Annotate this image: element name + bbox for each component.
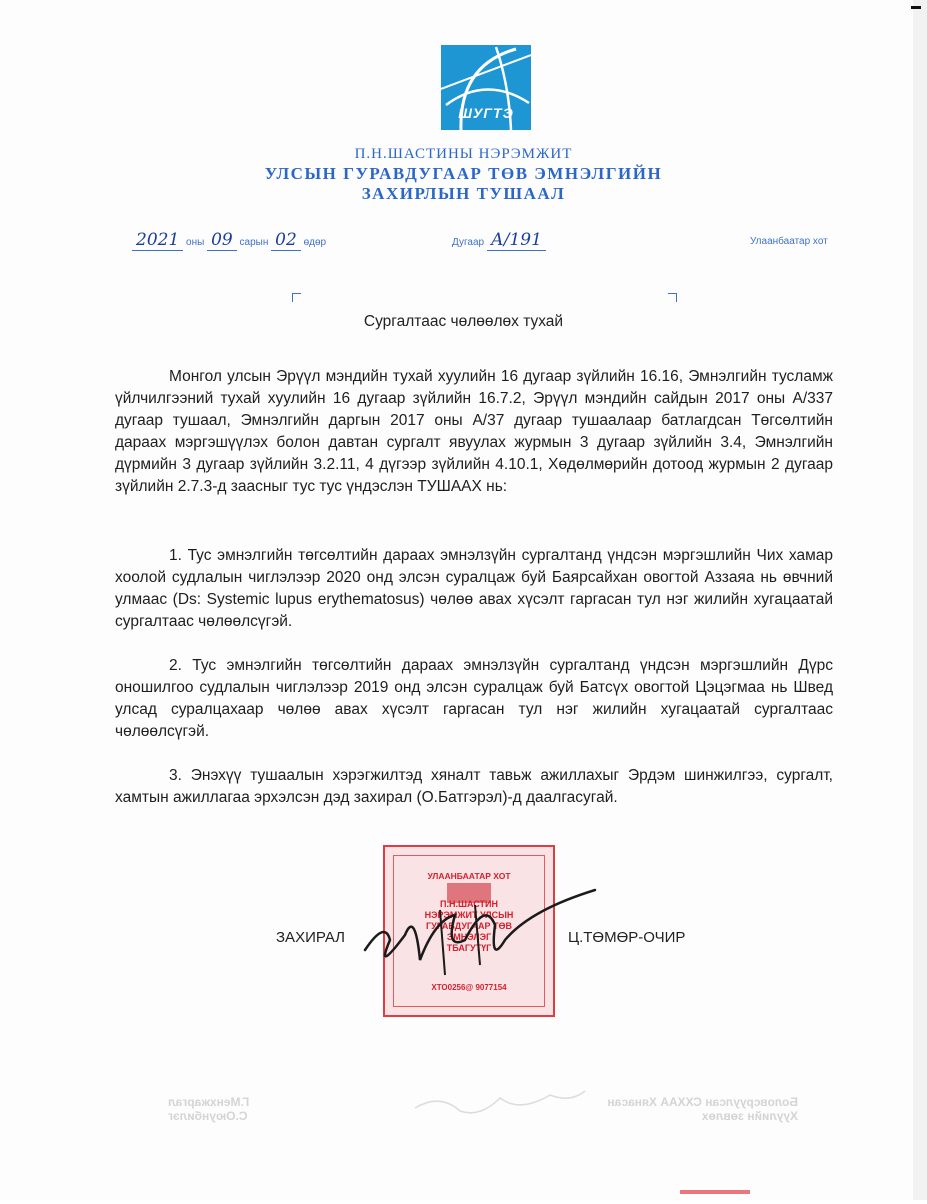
date-month: 09 <box>207 230 237 251</box>
red-stamp-edge <box>680 1190 750 1204</box>
order-number-label: Дугаар <box>452 237 485 248</box>
bleed-through-text-right: Боловсруулсан СХХАА Хянасан Хуулийн зөвлөх <box>607 1095 798 1123</box>
logo-text: ШУГТЭ <box>458 105 514 121</box>
order-number: А/191 <box>487 230 546 251</box>
order-number-line <box>452 230 546 250</box>
date-line <box>132 230 326 250</box>
stamp-bottom-text: ХТО0256@ 9077154 <box>431 983 507 992</box>
stamp-line-5: ТБАГУТҮГ <box>446 943 492 953</box>
date-month-suffix: сарын <box>239 237 269 248</box>
letterhead-line-3: ЗАХИРЛЫН ТУШААЛ <box>361 184 566 203</box>
handwritten-signature-icon <box>345 880 605 990</box>
signatory-name: Ц.ТӨМӨР-ОЧИР <box>568 929 686 946</box>
stamp-line-3: ГУРАВДУГААР ТӨВ <box>426 921 512 931</box>
letterhead-line-1: П.Н.ШАСТИНЫ НЭРЭМЖИТ <box>354 146 573 162</box>
signatory-title: ЗАХИРАЛ <box>276 929 346 946</box>
subject-bracket-right <box>668 293 677 302</box>
bleed-through-text-left: Г.Менхжаргал С.Оюунбилэг <box>168 1095 250 1123</box>
city-label: Улаанбаатар хот <box>750 236 828 247</box>
body-paragraph-2: 2. Тус эмнэлгийн төгсөлтийн дараах эмнэлзүйн сургалтанд үндсэн мэргэшлийн Дүрс оношилгоо судлалын чиглэлээр 2019 онд элсэн суралцаж буй Батсүх овогтой Цэцэгмаа нь Швед улсад суралцахаар чөлөө авах хүсэлт гаргасан тул нэг жилийн хугацаатай сургалтаас чөлөөлсүгэй. <box>115 657 833 740</box>
bleed-through-signature-icon <box>410 1083 590 1123</box>
date-year: 2021 <box>132 230 183 251</box>
body-paragraph-preamble: Монгол улсын Эрүүл мэндийн тухай хуулийн 16 дугаар зүйлийн 16.16, Эмнэлгийн тусламж үйлчилгээний тухай хуулийн 16 дугаар зүйлийн 16.7.2, Эрүүл мэндийн сайдын 2017 оны А/337 дугаар тушаал, Эмнэлгийн даргын 2017 оны А/37 дугаар тушаалаар батлагдсан Төгсөлтийн дараах мэргэшүүлэх болон давтан сургалт явуулах журмын 3 дугаар зүйлийн 3.4, Эмнэлгийн дүрмийн 3 дугаар зүйлийн 3.2.11, 4 дүгээр зүйлийн 4.10.1, Хөдөлмөрийн дотоод журмын 2 дугаар зүйлийн 2.7.3-д заасныг тус тус үндэслэн ТУШААХ нь: <box>115 368 833 495</box>
body-paragraph-1: 1. Тус эмнэлгийн төгсөлтийн дараах эмнэлзүйн сургалтанд үндсэн мэргэшлийн Чих хамар хоолой судлалын чиглэлээр 2020 онд элсэн суралцаж буй Баярсайхан овогтой Аззаяа нь өвчний улмаас (Ds: Systemic lupus erythematosus) чөлөө авах хүсэлт гаргасан тул нэг жилийн хугацаатай сургалтаас чөлөөлсүгэй. <box>115 547 833 630</box>
date-day: 02 <box>271 230 301 251</box>
stamp-line-1: П.Н.ШАСТИН <box>439 899 499 909</box>
document-subject: Сургалтаас чөлөөлөх тухай <box>363 313 564 330</box>
stamp-line-2: НЭРЭМЖИТ УЛСЫН <box>424 910 514 920</box>
scan-corner-mark <box>911 6 921 9</box>
body-paragraph-3: 3. Энэхүү тушаалын хэрэгжилтэд хяналт тавьж ажиллахыг Эрдэм шинжилгээ, сургалт, хамтын ажиллагаа эрхэлсэн дэд захирал (О.Батгэрэл)-д даалгасугай. <box>115 767 833 806</box>
letterhead-line-2: УЛСЫН ГУРАВДУГААР ТӨВ ЭМНЭЛГИЙН <box>264 164 663 183</box>
date-year-suffix: оны <box>186 237 205 248</box>
hospital-logo <box>441 45 531 130</box>
stamp-line-4: ЭМНЭЛЭГ <box>446 932 492 942</box>
stamp-top-text: УЛААНБААТАР ХОТ <box>427 871 511 881</box>
subject-bracket-left <box>292 293 301 302</box>
date-day-suffix: өдөр <box>303 237 327 248</box>
